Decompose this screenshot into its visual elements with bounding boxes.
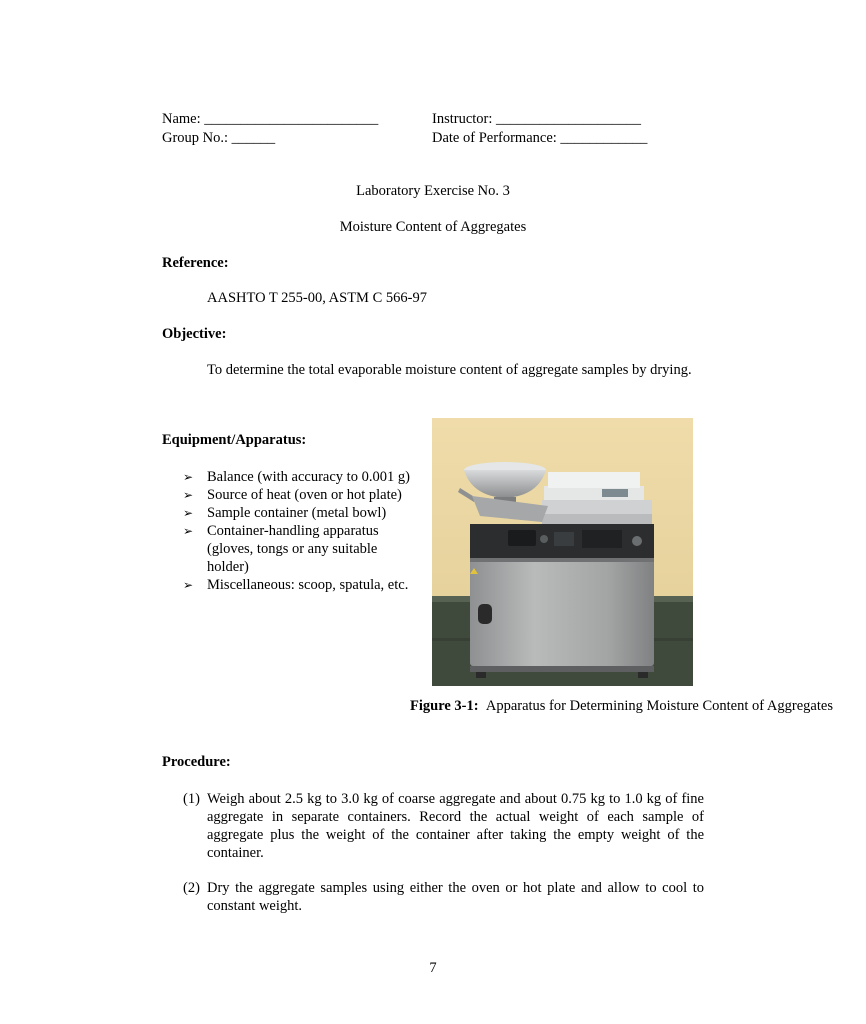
equipment-item: ➢ Sample container (metal bowl) (183, 505, 387, 521)
step-number: (1) (183, 791, 200, 807)
arrow-bullet-icon: ➢ (183, 506, 194, 520)
objective-heading: Objective: (162, 326, 227, 342)
figure-label: Figure 3-1: (410, 698, 479, 714)
equipment-item: ➢ Source of heat (oven or hot plate) (183, 487, 402, 503)
exercise-title: Laboratory Exercise No. 3 (356, 183, 510, 199)
instructor-field: Instructor: ____________________ (432, 111, 642, 127)
group-field: Group No.: ______ (162, 130, 276, 146)
procedure-step (183, 879, 704, 915)
equipment-item: ➢ Miscellaneous: scoop, spatula, etc. (183, 577, 409, 593)
reference-text: AASHTO T 255-00, ASTM C 566-97 (207, 290, 427, 306)
subject-title: Moisture Content of Aggregates (339, 219, 527, 235)
equipment-item: ➢ Container-handling apparatus (gloves, tongs or any suitable holder) (183, 523, 379, 575)
procedure-step (183, 790, 704, 862)
step-number: (2) (183, 880, 200, 896)
equipment-item: ➢ Balance (with accuracy to 0.001 g) (183, 469, 410, 485)
equipment-list (183, 468, 413, 594)
arrow-bullet-icon: ➢ (183, 470, 194, 484)
figure-caption-text: Apparatus for Determining Moisture Content of Aggregates (485, 698, 833, 714)
page-number: 7 (429, 960, 437, 976)
procedure-heading: Procedure: (162, 754, 231, 770)
step-text: Dry the aggregate samples using either the oven or hot plate and allow to cool to constant weight. (207, 880, 704, 914)
name-field: Name: ________________________ (162, 111, 379, 127)
arrow-bullet-icon: ➢ (183, 524, 194, 538)
step-text: Weigh about 2.5 kg to 3.0 kg of coarse aggregate and about 0.75 kg to 1.0 kg of fine aggregate in separate containers. Record the actual weight of each sample of aggregate plus the weight of the container after taking the empty weight of the container. (207, 791, 704, 861)
date-field: Date of Performance: ____________ (432, 130, 648, 146)
apparatus-photo (432, 418, 693, 686)
arrow-bullet-icon: ➢ (183, 578, 194, 592)
reference-heading: Reference: (162, 255, 229, 271)
objective-text: To determine the total evaporable moisture content of aggregate samples by drying. (207, 362, 692, 378)
arrow-bullet-icon: ➢ (183, 488, 194, 502)
figure-caption (410, 698, 833, 715)
equipment-heading: Equipment/Apparatus: (162, 432, 307, 448)
